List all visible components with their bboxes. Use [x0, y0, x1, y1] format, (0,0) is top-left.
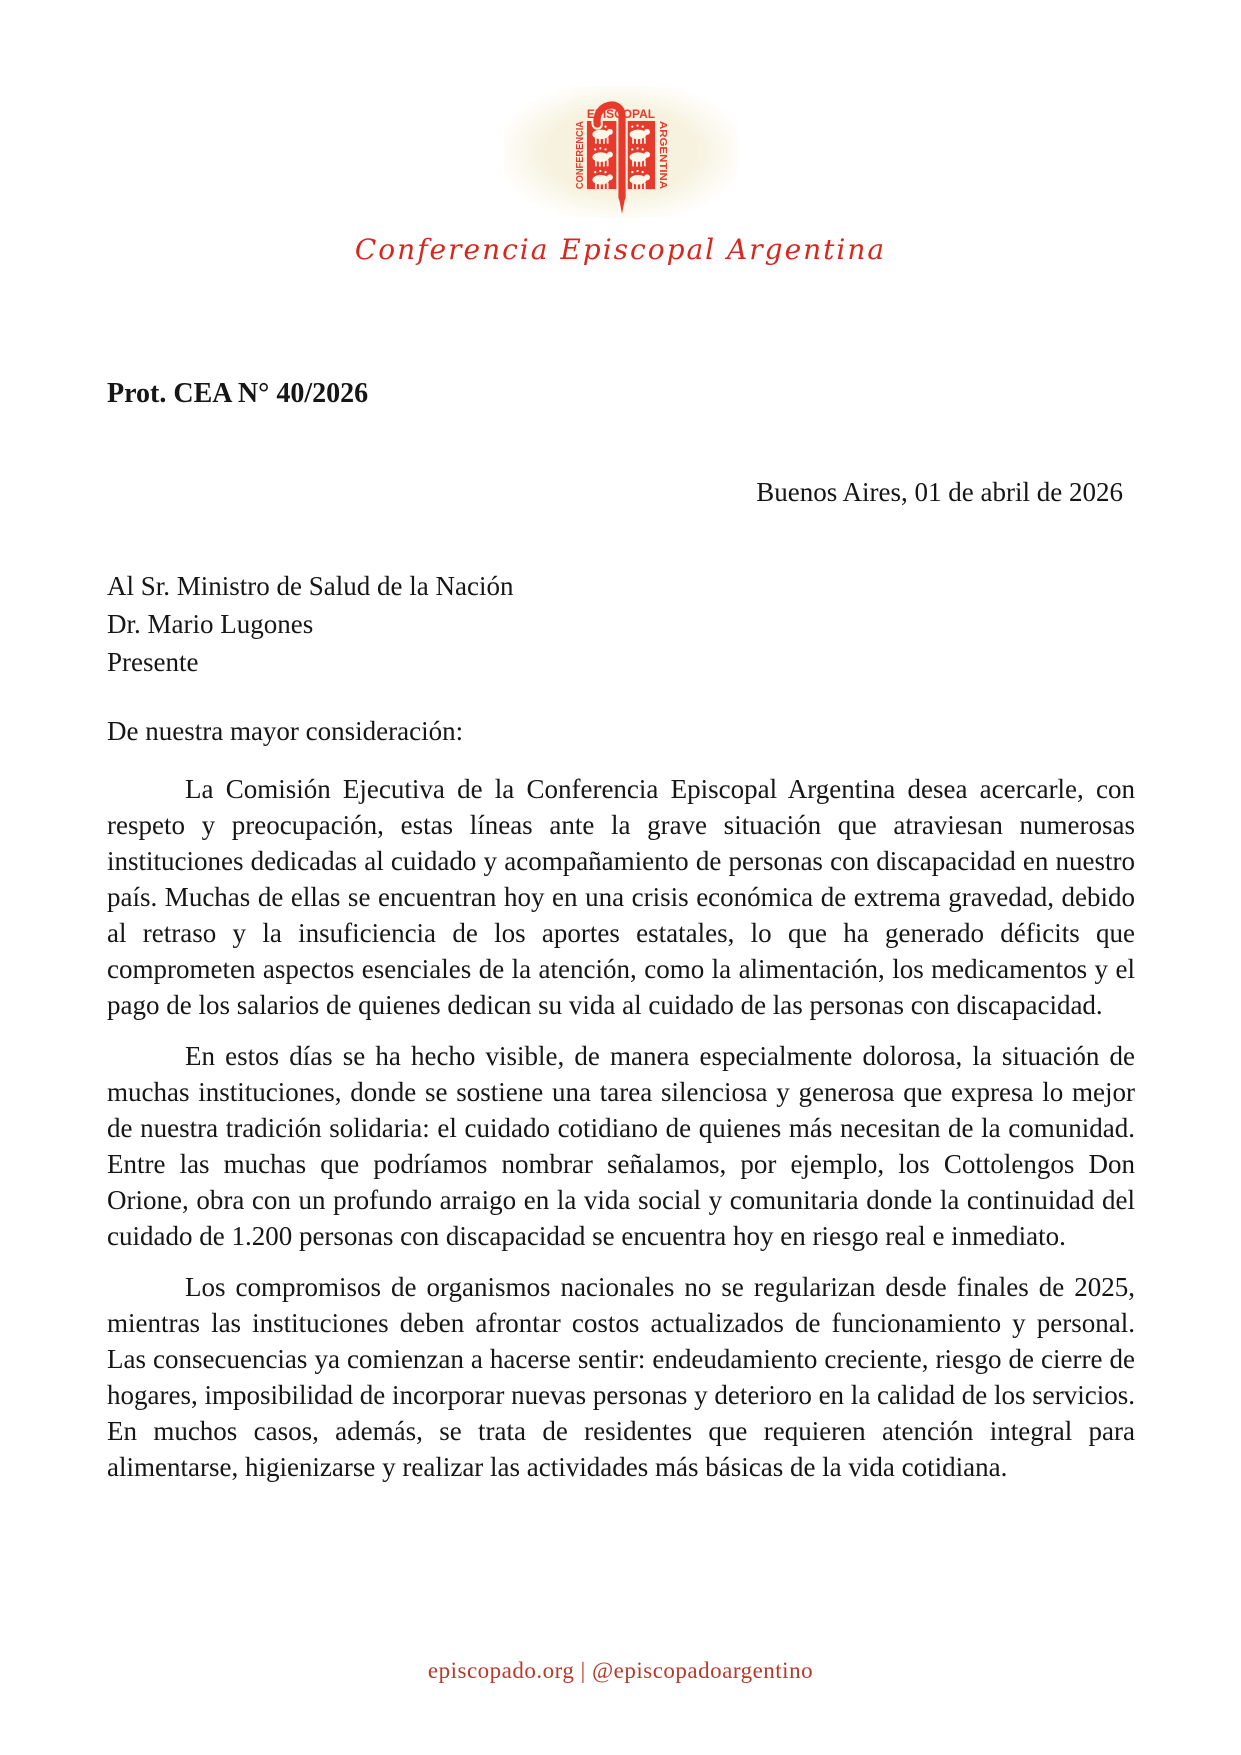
recipient-line-title: Al Sr. Ministro de Salud de la Nación	[107, 571, 514, 601]
recipient-line-name: Dr. Mario Lugones	[107, 609, 314, 639]
body-paragraph-1: La Comisión Ejecutiva de la Conferencia Episcopal Argentina desea acercarle, con respeto y preocupación, estas líneas ante la grave situación que atraviesan numerosas instituciones dedicadas al cuidado y acompañamiento de personas con discapacidad en nuestro país. Muchas de ellas se encuentran hoy en una crisis económica de extrema gravedad, debido al retraso y la insuficiencia de los aportes estatales, lo que ha generado déficits que comprometen aspectos esenciales de la atención, como la alimentación, los medicamentos y el pago de los salarios de quienes dedican su vida al cuidado de las personas con discapacidad.	[107, 774, 1135, 1020]
letter-content	[0, 377, 1241, 1485]
organization-script-title: Conferencia Episcopal Argentina	[354, 233, 887, 266]
footer-contact-line: episcopado.org | @episcopadoargentino	[427, 1658, 814, 1683]
logo-word-left: CONFERENCIA	[574, 113, 586, 190]
crozier-tip	[618, 195, 625, 214]
salutation: De nuestra mayor consideración:	[107, 716, 464, 746]
letter-body	[107, 771, 1135, 1485]
body-paragraph-3: Los compromisos de organismos nacionales no se regularizan desde finales de 2025, mientras las instituciones deben afrontar costos actualizados de funcionamiento y personal. Las consecuencias ya comienzan a hacerse sentir: endeudamiento creciente, riesgo de cierre de hogares, imposibilidad de incorporar nuevas personas y deterioro en la calidad de los servicios. En muchos casos, además, se trata de residentes que requieren atención integral para alimentarse, higienizarse y realizar las actividades más básicas de la vida cotidiana.	[107, 1272, 1135, 1482]
logo-word-top: EPISCOPAL	[586, 106, 655, 121]
cea-logo	[504, 86, 738, 218]
date-line: Buenos Aires, 01 de abril de 2026	[756, 477, 1123, 507]
protocol-number: Prot. CEA N° 40/2026	[107, 378, 369, 409]
recipient-block	[107, 567, 1135, 681]
body-paragraph-2: En estos días se ha hecho visible, de manera especialmente dolorosa, la situación de muchas instituciones, donde se sostiene una tarea silenciosa y generosa que expresa lo mejor de nuestra tradición solidaria: el cuidado cotidiano de quienes más necesitan de la comunidad. Entre las muchas que podríamos nombrar señalamos, por ejemplo, los Cottolengos Don Orione, obra con un profundo arraigo en la vida social y comunitaria donde la continuidad del cuidado de 1.200 personas con discapacidad se encuentra hoy en riesgo real e inmediato.	[107, 1041, 1135, 1251]
cea-crest-icon	[532, 90, 710, 218]
logo-word-right: ARGENTINA	[656, 120, 668, 183]
recipient-line-presente: Presente	[107, 647, 199, 677]
letterhead	[0, 0, 1241, 267]
